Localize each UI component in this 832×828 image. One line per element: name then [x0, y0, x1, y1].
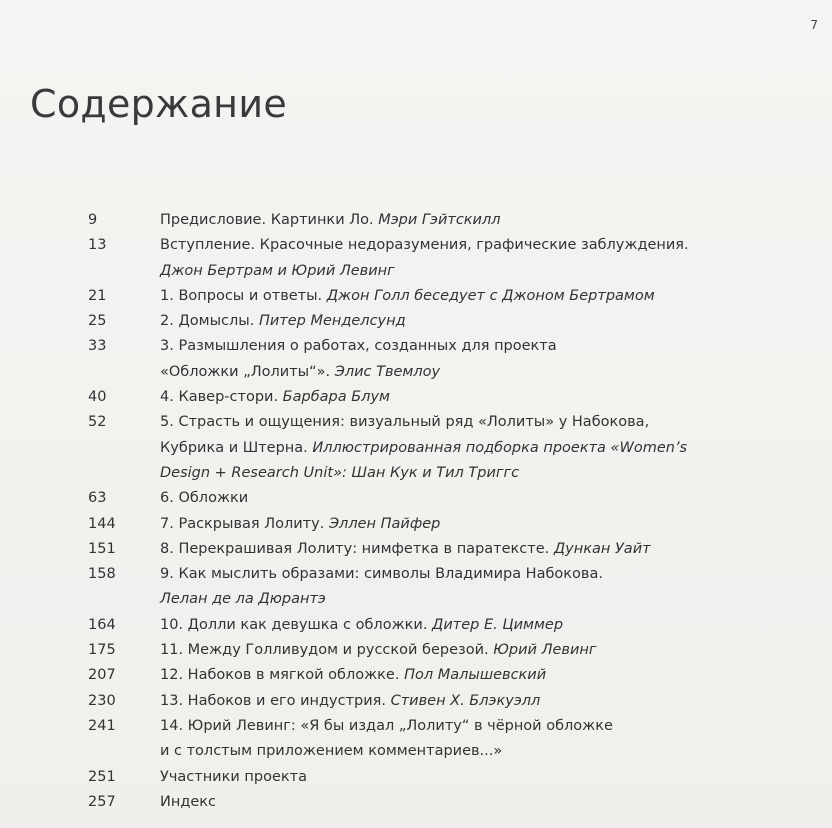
toc-page-number: 52: [88, 414, 107, 431]
toc-title: 11. Между Голливудом и русской березой.: [160, 642, 494, 659]
toc-page-number: 144: [88, 515, 116, 532]
toc-line: [160, 486, 808, 511]
toc-title: 3. Размышления о работах, созданных для проекта: [160, 338, 557, 355]
toc-entry: [88, 208, 808, 233]
toc-line: [160, 537, 808, 562]
toc-entry-text: [160, 284, 808, 309]
toc-entry: [88, 537, 808, 562]
toc-author: Питер Менделсунд: [258, 313, 406, 330]
toc-entry-text: [160, 790, 808, 815]
toc-entry: [88, 410, 808, 486]
toc-entry: [88, 334, 808, 385]
toc-page-number: 9: [88, 212, 98, 228]
toc-page-number: 13: [88, 237, 107, 254]
toc-line: [160, 309, 808, 334]
table-of-contents: [88, 208, 808, 815]
toc-line: [160, 613, 808, 638]
toc-line: [160, 334, 808, 359]
toc-author: Юрий Левинг: [493, 642, 597, 659]
toc-title: Кубрика и Штерна.: [160, 439, 313, 456]
toc-author: Джон Голл беседует с Джоном Бертрамом: [326, 287, 655, 304]
toc-title: «Обложки „Лолиты“».: [160, 363, 335, 380]
toc-title: 8. Перекрашивая Лолиту: нимфетка в паратексте.: [160, 540, 554, 557]
toc-title: Индекс: [160, 793, 217, 810]
toc-title: 5. Страсть и ощущения: визуальный ряд «Лолиты» у Набокова,: [160, 414, 650, 431]
toc-page-number: 40: [88, 389, 107, 406]
toc-entry-text: [160, 410, 808, 486]
toc-entry-text: [160, 689, 808, 714]
toc-title: 14. Юрий Левинг: «Я бы издал „Лолиту“ в чёрной обложке: [160, 717, 613, 734]
toc-entry-text: [160, 233, 808, 284]
toc-entry-text: [160, 663, 808, 688]
toc-title: 12. Набоков в мягкой обложке.: [160, 667, 405, 684]
toc-entry-text: [160, 714, 808, 765]
toc-entry-text: [160, 765, 808, 790]
toc-entry-text: [160, 613, 808, 638]
toc-page-number: 175: [88, 642, 116, 659]
toc-entry: [88, 790, 808, 815]
toc-line: [160, 410, 808, 435]
toc-line: [160, 739, 808, 764]
toc-line: [160, 461, 808, 486]
toc-line: [160, 512, 808, 537]
toc-entry: [88, 562, 808, 613]
toc-line: [160, 638, 808, 663]
toc-page-number: 241: [88, 717, 116, 734]
page-number: 7: [810, 18, 818, 32]
toc-page-number: 21: [88, 287, 107, 304]
toc-line: [160, 208, 808, 233]
toc-entry: [88, 714, 808, 765]
toc-title: 4. Кавер-стори.: [160, 389, 283, 406]
toc-line: [160, 436, 808, 461]
toc-entry: [88, 309, 808, 334]
toc-page-number: 33: [88, 338, 107, 355]
toc-author: Стивен Х. Блэкуэлл: [390, 692, 541, 709]
toc-line: [160, 284, 808, 309]
toc-author: Пол Малышевский: [404, 667, 547, 684]
toc-author: Барбара Блум: [282, 389, 390, 406]
toc-entry: [88, 663, 808, 688]
toc-entry-text: [160, 512, 808, 537]
toc-title: 6. Обложки: [160, 490, 249, 507]
toc-line: [160, 360, 808, 385]
toc-line: [160, 385, 808, 410]
toc-author: Дитер Е. Циммер: [432, 616, 564, 633]
toc-entry-text: [160, 562, 808, 613]
toc-entry-text: [160, 385, 808, 410]
toc-entry-text: [160, 334, 808, 385]
toc-line: [160, 233, 808, 258]
toc-author: Иллюстрированная подборка проекта «Women’s: [312, 439, 688, 456]
toc-entry-text: [160, 537, 808, 562]
toc-entry: [88, 613, 808, 638]
toc-entry-text: [160, 486, 808, 511]
toc-author: Мэри Гэйтскилл: [378, 212, 501, 228]
toc-title: 9. Как мыслить образами: символы Владимира Набокова.: [160, 566, 603, 583]
toc-author: Design + Research Unit»: Шан Кук и Тил Триггс: [160, 464, 520, 481]
toc-line: [160, 587, 808, 612]
toc-entry: [88, 385, 808, 410]
toc-entry: [88, 512, 808, 537]
toc-entry-text: [160, 638, 808, 663]
toc-line: [160, 765, 808, 790]
toc-page-number: 151: [88, 540, 116, 557]
toc-title: Предисловие. Картинки Ло.: [160, 212, 379, 228]
toc-entry: [88, 284, 808, 309]
toc-page-number: 251: [88, 768, 116, 785]
toc-title: 2. Домыслы.: [160, 313, 259, 330]
toc-entry: [88, 486, 808, 511]
toc-entry: [88, 765, 808, 790]
toc-title: 10. Долли как девушка с обложки.: [160, 616, 433, 633]
toc-line: [160, 714, 808, 739]
toc-page-number: 164: [88, 616, 116, 633]
toc-page-number: 257: [88, 793, 116, 810]
toc-author: Дункан Уайт: [553, 540, 651, 557]
toc-title: Участники проекта: [160, 768, 307, 785]
toc-page-number: 25: [88, 313, 107, 330]
toc-author: Джон Бертрам и Юрий Левинг: [160, 262, 395, 279]
toc-author: Эллен Пайфер: [328, 515, 441, 532]
toc-line: [160, 689, 808, 714]
toc-page-number: 158: [88, 566, 116, 583]
toc-entry-text: [160, 208, 808, 233]
toc-line: [160, 663, 808, 688]
toc-entry: [88, 233, 808, 284]
toc-title: Вступление. Красочные недоразумения, графические заблуждения.: [160, 237, 689, 254]
toc-author: Лелан де ла Дюрантэ: [160, 591, 326, 608]
toc-entry-text: [160, 309, 808, 334]
page-title: Содержание: [30, 82, 287, 126]
toc-line: [160, 259, 808, 284]
toc-title: и с толстым приложением комментариев...»: [160, 743, 503, 760]
toc-title: 13. Набоков и его индустрия.: [160, 692, 391, 709]
toc-author: Элис Твемлоу: [334, 363, 441, 380]
toc-page-number: 230: [88, 692, 116, 709]
toc-entry: [88, 638, 808, 663]
toc-line: [160, 562, 808, 587]
toc-title: 7. Раскрывая Лолиту.: [160, 515, 329, 532]
toc-page-number: 207: [88, 667, 116, 684]
toc-page-number: 63: [88, 490, 107, 507]
toc-entry: [88, 689, 808, 714]
toc-title: 1. Вопросы и ответы.: [160, 287, 327, 304]
toc-line: [160, 790, 808, 815]
